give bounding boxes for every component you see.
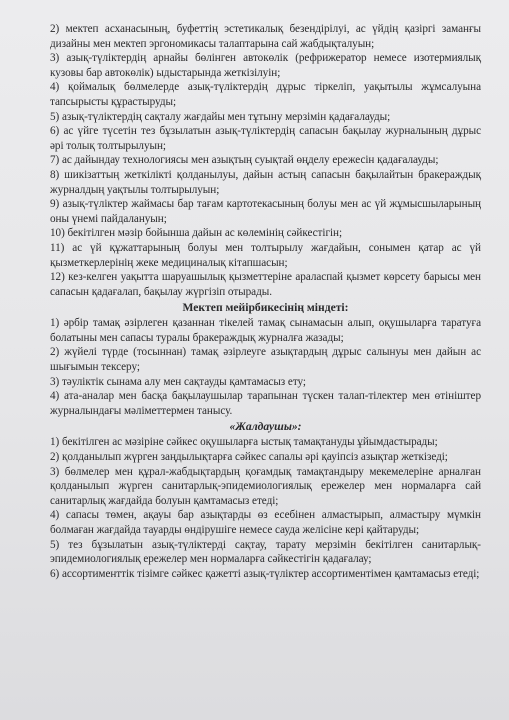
list-item: 7) ас дайындау технологиясы мен азықтың суықтай өңделу ережесін қадағалауды;: [50, 154, 439, 167]
list-item: 5) тез бұзылатын азық-түліктерді сақтау, тарату мерзімін бекітілген санитарлық-эпидемиологиялық ережелер мен нормаларға сәйкестігін қадағалау;: [50, 538, 481, 566]
list-item: 4) сапасы төмен, ақауы бар азықтарды өз есебінен алмастырып, алмастыру мүмкін болмаған жағдайда тауарды өндірушіге немесе сауда желісіне кері қайтаруды;: [50, 509, 481, 536]
list-item: 1) бекітілген ас мәзіріне сәйкес оқушыларға ыстық тамақтануды ұйымдастырады;: [50, 436, 438, 449]
section-canteen-duties: [50, 22, 481, 299]
list-item: 5) азық-түліктердің сақталу жағдайы мен тұтыну мерзімін қадағалауды;: [50, 110, 391, 123]
list-item: 6) ассортименттік тізімге сәйкес қажетті азық-түліктер ассортиментімен қамтамасыз етеді;: [50, 567, 480, 580]
section-tenant-duties: [50, 435, 481, 581]
section-heading-tenant: «Жалдаушы»:: [229, 420, 302, 434]
section-heading-nurse: Мектеп мейірбикесінің міндеті:: [182, 301, 349, 315]
list-item: 4) қоймалық бөлмелерде азық-түліктердің дұрыс тіркеліп, уақытылы жұмсалуына тапсырысты құрастыруды;: [50, 81, 481, 108]
list-item: 3) тәуліктік сынама алу мен сақтауды қамтамасыз ету;: [50, 375, 306, 388]
list-item: 2) қолданылып жүрген заңдылықтарға сәйкес сапалы әрі қауіпсіз азықтар жеткізеді;: [50, 451, 448, 464]
list-item: 3) бөлмелер мен құрал-жабдықтардың қоғамдық тамақтандыру мекемелеріне арналған қолданылып жүрген санитарлық-эпидемиологиялық ережелер мен нормаларға сай санитарлық жағдайда болуын қамтамасыз етеді;: [50, 465, 481, 507]
list-item: 3) азық-түліктердің арнайы бөлінген автокөлік (рефрижератор немесе изотермиялық кузовы бар автокөлік) ыдыстарында жеткізілуін;: [50, 52, 481, 79]
list-item: 11) ас үй құжаттарының болуы мен толтырылу жағдайын, сонымен қатар ас үй қызметкерлерінің жеке медициналық кітапшасын;: [50, 241, 481, 269]
list-item: 1) әрбір тамақ әзірлеген қазаннан тікелей тамақ сынамасын алып, оқушыларға таратуға болатыны мен сапасы туралы бракераждық журналға жазады;: [50, 317, 481, 344]
list-item: 8) шикізаттың жеткілікті қолданылуы, дайын астың сапасын бақылайтын бракераждық журналдың уақтылы толтырылуын;: [50, 168, 481, 196]
list-item: 9) азық-түліктер жаймасы бар тағам картотекасының болуы мен ас үй жұмысшыларының оны үнемі пайдалануын;: [50, 198, 481, 225]
list-item: 6) ас үйге түсетін тез бұзылатын азық-түліктердің сапасын бақылау журналының дұрыс әрі толық толтырылуын;: [50, 125, 481, 152]
list-item: 2) жүйелі түрде (тосыннан) тамақ әзірлеуге азықтардың дұрыс салынуы мен дайын ас шығымын тексеру;: [50, 346, 481, 374]
list-item: 12) кез-келген уақытта шаруашылық қызметтеріне араласпай қызмет көрсету барысы мен сапасын қадағалап, бақылау жүргізіп отырады.: [50, 271, 481, 298]
list-item: 4) ата-аналар мен басқа бақылаушылар тарапынан түскен талап-тілектер мен өтініштер журналындағы мәліметтермен танысу.: [50, 390, 481, 417]
list-item: 2) мектеп асханасының, буфеттің эстетикалық безендірілуі, ас үйдің қазіргі заманғы дизайны мен мектеп эргономикасы талаптарына сай жабдықталуын;: [50, 23, 481, 50]
list-item: 10) бекітілген мәзір бойынша дайын ас көлемінің сәйкестігін;: [50, 227, 343, 240]
section-nurse-duties: [50, 316, 481, 418]
